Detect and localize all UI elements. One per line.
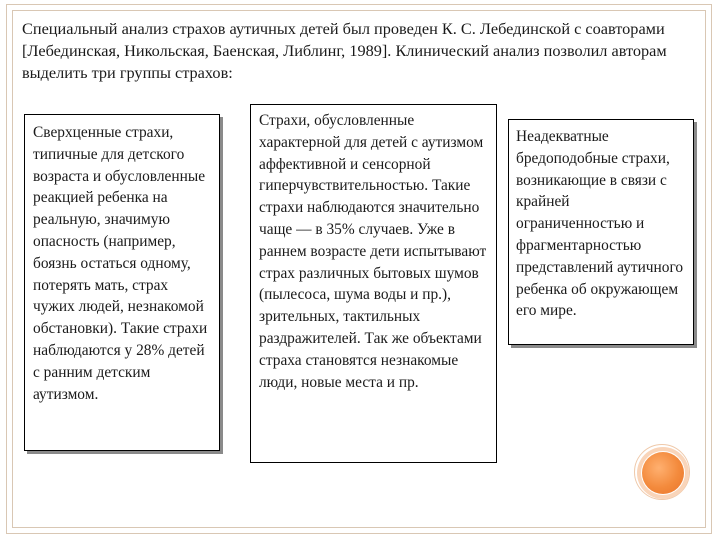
- fear-group-box-3: [508, 119, 694, 345]
- fear-group-text-2: Страхи, обусловленные характерной для детей с аутизмом аффективной и сенсорной гиперчувствительностью. Такие страхи наблюдаются значительно чаще — в 35% случаев. Уже в раннем возрасте дети испытывают страх различных бытовых шумов (пылесоса, шума воды и пр.), зрительных, тактильных раздражителей. Так же объектами страха становятся незнакомые люди, новые места и пр.: [259, 112, 487, 391]
- fear-group-text-3: Неадекватные бредоподобные страхи, возникающие в связи с крайней ограниченностью и фрагментарностью представлений аутичного ребенка об окружающем его мире.: [516, 128, 684, 320]
- decorative-orange-circle: [642, 452, 684, 494]
- intro-paragraph: Специальный анализ страхов аутичных детей был проведен К. С. Лебединской с соавторами [Лебединская, Никольская, Баенская, Либлинг, 1989]. Клинический анализ позволил авторам выделить три группы страхов:: [22, 19, 667, 82]
- fear-group-text-1: Сверхценные страхи, типичные для детского возраста и обусловленные реакцией ребенка на реальную, значимую опасность (например, боязнь остаться одному, потерять мать, страх чужих людей, незнакомой обстановки). Такие страхи наблюдаются у 28% детей с ранним детским аутизмом.: [33, 124, 208, 403]
- fear-group-box-2: [250, 104, 497, 463]
- fear-group-box-1: [24, 114, 220, 451]
